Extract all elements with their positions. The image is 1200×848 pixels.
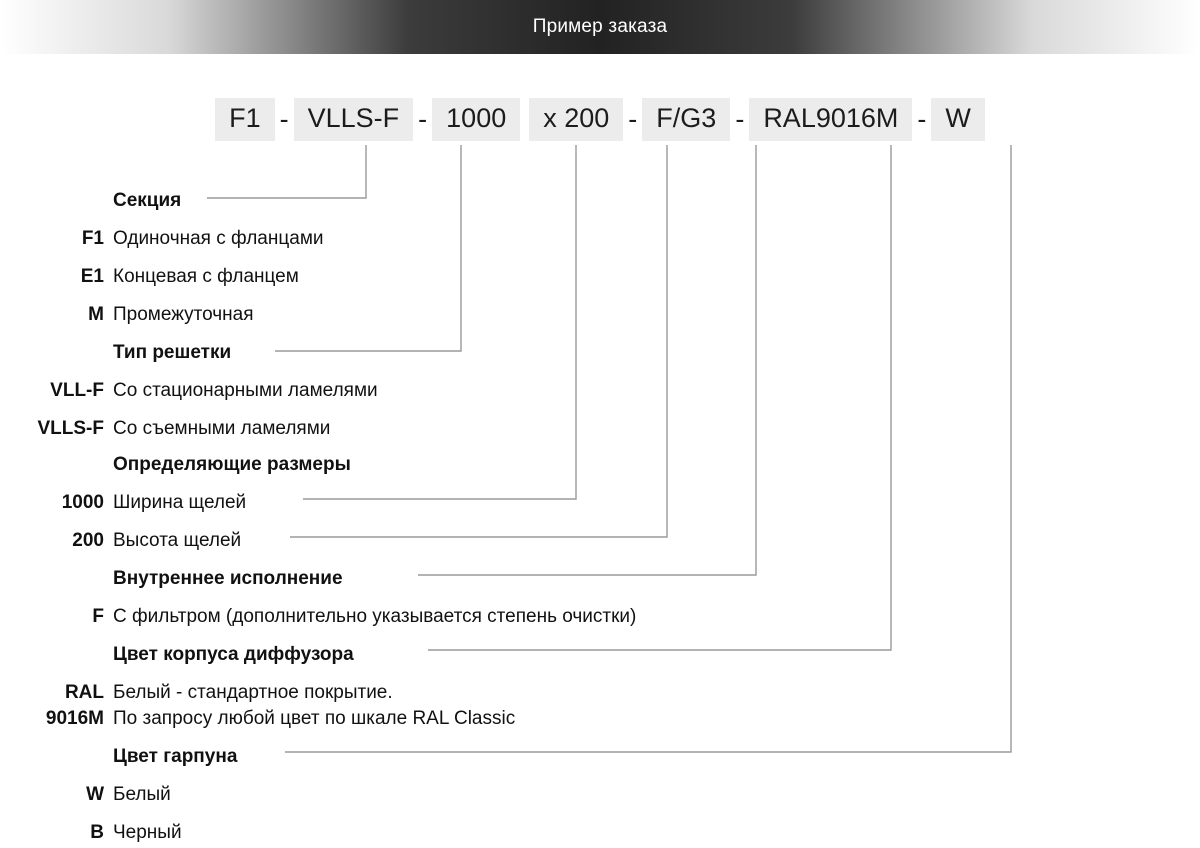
code-separator: - bbox=[917, 103, 927, 134]
group-title-section: Секция bbox=[113, 190, 189, 212]
row-value: Промежуточная bbox=[113, 304, 254, 325]
row-value: Концевая с фланцем bbox=[113, 266, 299, 287]
row-value: Черный bbox=[113, 822, 182, 843]
row-key: F bbox=[92, 606, 104, 627]
row-key: 9016M bbox=[45, 708, 104, 729]
row-key: E1 bbox=[80, 266, 104, 287]
row-key: VLL-F bbox=[50, 380, 104, 401]
row-value: По запросу любой цвет по шкале RAL Classic bbox=[113, 708, 516, 729]
code-chip-section: F1 bbox=[215, 98, 275, 141]
code-separator: - bbox=[279, 103, 289, 134]
connector-width bbox=[303, 145, 576, 499]
connector-color bbox=[428, 145, 891, 650]
row-value: С фильтром (дополнительно указывается степень очистки) bbox=[113, 606, 637, 627]
row-value: Со съемными ламелями bbox=[113, 418, 331, 439]
code-separator: - bbox=[418, 103, 428, 134]
code-separator: - bbox=[628, 103, 638, 134]
row-key: B bbox=[90, 822, 104, 843]
row-key: 1000 bbox=[61, 492, 104, 513]
group-title-color: Цвет корпуса диффузора bbox=[113, 644, 362, 666]
connector-height bbox=[290, 145, 667, 537]
code-chip-internal: F/G3 bbox=[642, 98, 730, 141]
row-key: F1 bbox=[81, 228, 104, 249]
page-title: Пример заказа bbox=[532, 16, 668, 37]
group-title-dimensions: Определяющие размеры bbox=[113, 454, 359, 476]
row-key: VLLS-F bbox=[37, 418, 104, 439]
code-chip-color: RAL9016M bbox=[749, 98, 912, 141]
group-title-harpoon-color: Цвет гарпуна bbox=[113, 746, 245, 768]
row-value: Высота щелей bbox=[113, 530, 242, 551]
code-chip-harpoon-color: W bbox=[931, 98, 984, 141]
connector-section bbox=[207, 145, 366, 198]
row-value: Одиночная с фланцами bbox=[113, 228, 324, 249]
connector-internal bbox=[418, 145, 756, 575]
code-chip-width: 1000 bbox=[432, 98, 520, 141]
code-separator: - bbox=[735, 103, 745, 134]
row-key: W bbox=[86, 784, 104, 805]
title-bar bbox=[0, 0, 1200, 54]
group-title-internal: Внутреннее исполнение bbox=[113, 568, 351, 590]
group-title-grille-type: Тип решетки bbox=[113, 342, 239, 364]
row-key: 200 bbox=[72, 530, 104, 551]
row-value: Белый bbox=[113, 784, 171, 805]
order-code-row bbox=[0, 95, 1200, 143]
row-value: Ширина щелей bbox=[113, 492, 247, 513]
connector-harpoon-color bbox=[285, 145, 1011, 752]
code-chip-height: x 200 bbox=[529, 98, 623, 141]
row-key: M bbox=[88, 304, 104, 325]
row-value: Со стационарными ламелями bbox=[113, 380, 378, 401]
row-key: RAL bbox=[64, 682, 104, 703]
row-value: Белый - стандартное покрытие. bbox=[113, 682, 393, 703]
code-chip-grille-type: VLLS-F bbox=[294, 98, 414, 141]
